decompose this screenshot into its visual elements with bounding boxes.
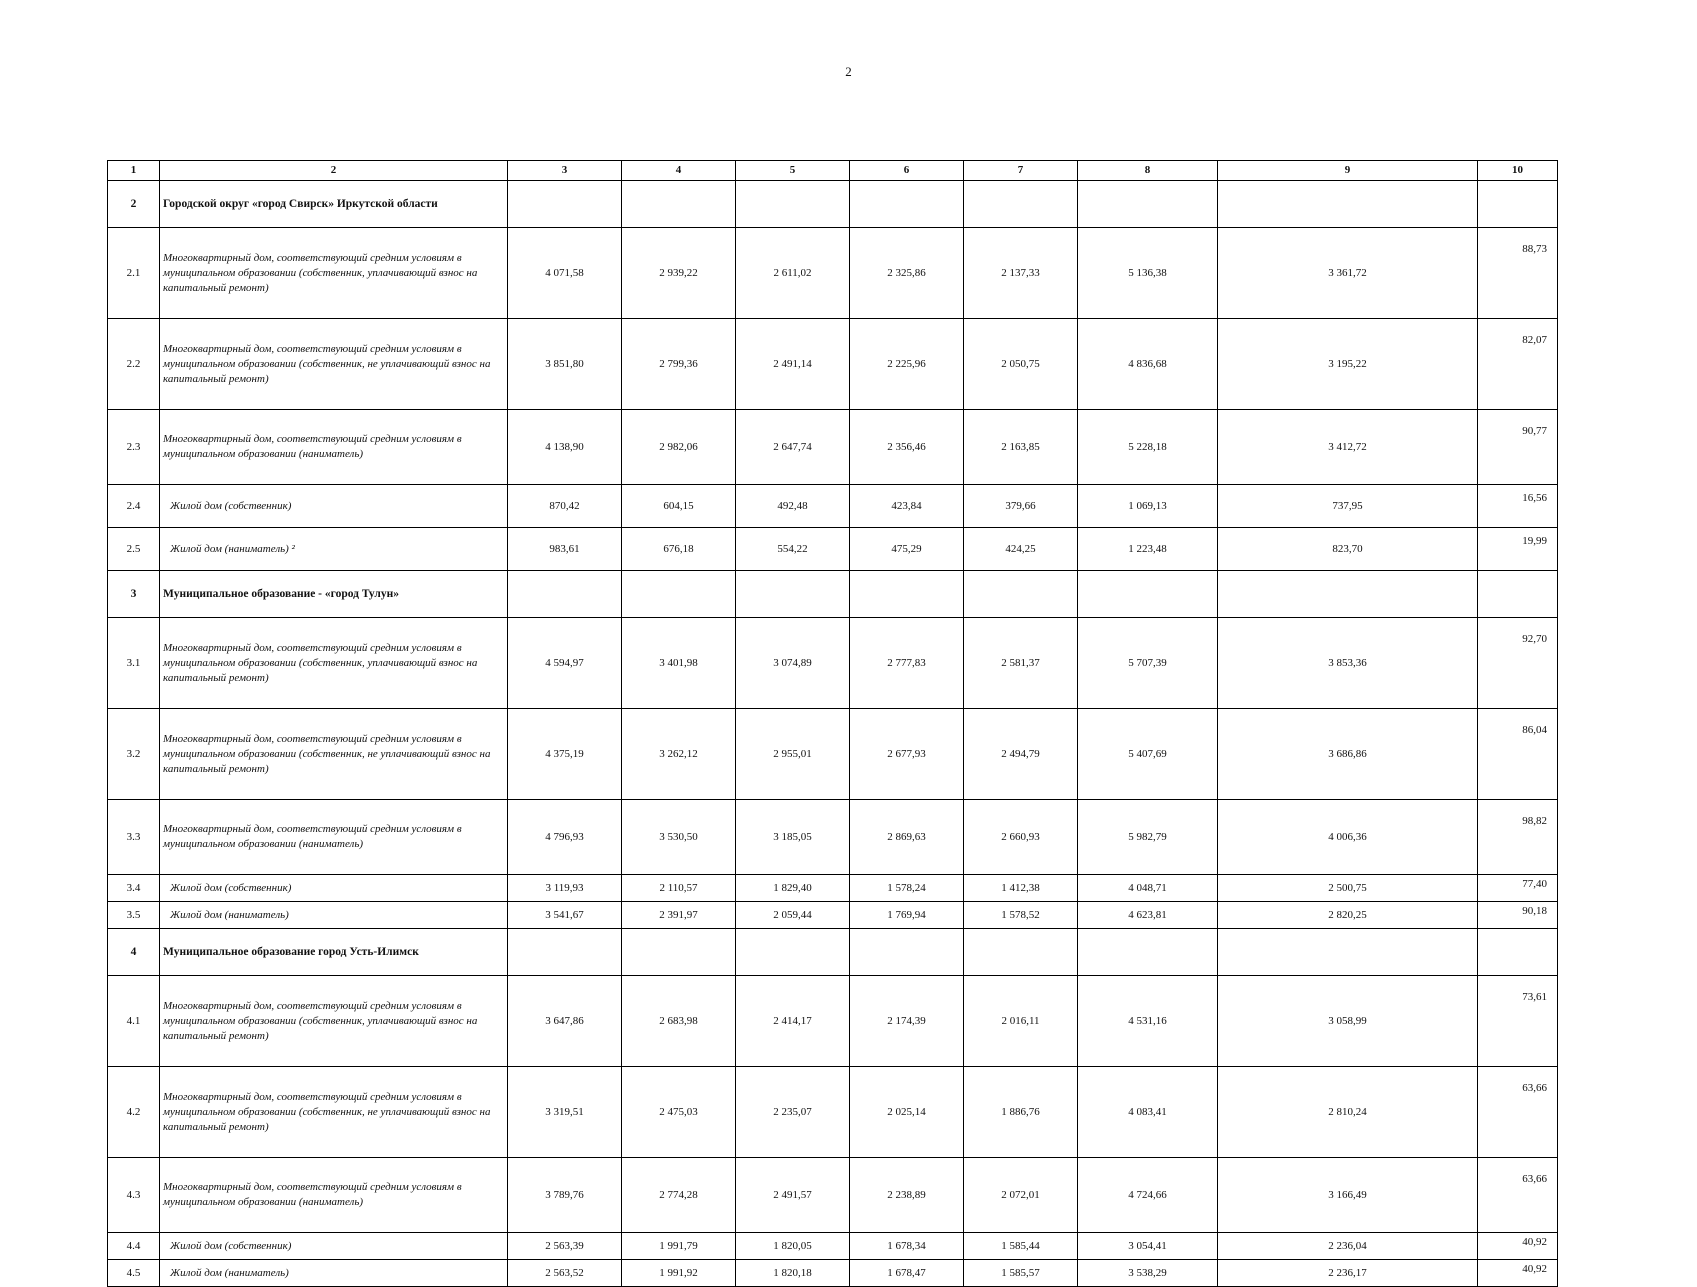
row-name: Многоквартирный дом, соответствующий средним условиям в муниципальном образовании (собственник, уплачивающий взнос на капитальный ремонт) [160, 618, 508, 709]
value-cell: 475,29 [850, 528, 964, 571]
value-cell: 424,25 [964, 528, 1078, 571]
value-cell: 2 236,04 [1218, 1233, 1478, 1260]
value-cell: 1 886,76 [964, 1067, 1078, 1158]
value-cell: 3 074,89 [736, 618, 850, 709]
value-cell: 5 407,69 [1078, 709, 1218, 800]
value-cell: 379,66 [964, 485, 1078, 528]
value-cell: 2 025,14 [850, 1067, 964, 1158]
empty-cell [964, 181, 1078, 228]
table-row [108, 902, 1558, 929]
value-cell: 4 375,19 [508, 709, 622, 800]
table-row [108, 410, 1558, 485]
row-name: Жилой дом (собственник) [160, 485, 508, 528]
value-cell: 2 660,93 [964, 800, 1078, 875]
row-id: 4.2 [108, 1067, 160, 1158]
value-cell: 1 829,40 [736, 875, 850, 902]
header-cell: 7 [964, 161, 1078, 181]
value-cell: 2 810,24 [1218, 1067, 1478, 1158]
table-row [108, 485, 1558, 528]
table-row [108, 1158, 1558, 1233]
value-cell: 4 623,81 [1078, 902, 1218, 929]
empty-cell [622, 929, 736, 976]
empty-cell [1078, 181, 1218, 228]
value-cell: 5 228,18 [1078, 410, 1218, 485]
table-row [108, 976, 1558, 1067]
value-cell: 4 531,16 [1078, 976, 1218, 1067]
value-cell: 3 119,93 [508, 875, 622, 902]
value-cell: 2 563,39 [508, 1233, 622, 1260]
row-name: Жилой дом (наниматель) [160, 902, 508, 929]
value-cell: 3 058,99 [1218, 976, 1478, 1067]
value-cell: 2 072,01 [964, 1158, 1078, 1233]
row-id: 3.4 [108, 875, 160, 902]
value-cell: 2 225,96 [850, 319, 964, 410]
table-row [108, 528, 1558, 571]
value-cell: 1 585,44 [964, 1233, 1078, 1260]
value-cell: 2 820,25 [1218, 902, 1478, 929]
value-cell: 63,66 [1478, 1067, 1558, 1158]
value-cell: 3 262,12 [622, 709, 736, 800]
value-cell: 1 991,92 [622, 1260, 736, 1287]
value-cell: 88,73 [1478, 228, 1558, 319]
section-title: Муниципальное образование - «город Тулун» [160, 571, 508, 618]
value-cell: 2 163,85 [964, 410, 1078, 485]
value-cell: 2 500,75 [1218, 875, 1478, 902]
value-cell: 2 939,22 [622, 228, 736, 319]
row-id: 3.2 [108, 709, 160, 800]
empty-cell [736, 571, 850, 618]
value-cell: 3 851,80 [508, 319, 622, 410]
row-name: Многоквартирный дом, соответствующий средним условиям в муниципальном образовании (собственник, уплачивающий взнос на капитальный ремонт) [160, 976, 508, 1067]
value-cell: 492,48 [736, 485, 850, 528]
empty-cell [1218, 929, 1478, 976]
empty-cell [736, 181, 850, 228]
empty-cell [850, 929, 964, 976]
header-cell: 3 [508, 161, 622, 181]
value-cell: 2 475,03 [622, 1067, 736, 1158]
value-cell: 2 683,98 [622, 976, 736, 1067]
page-number: 2 [845, 64, 852, 79]
value-cell: 77,40 [1478, 875, 1558, 902]
value-cell: 3 789,76 [508, 1158, 622, 1233]
value-cell: 73,61 [1478, 976, 1558, 1067]
row-id: 4.5 [108, 1260, 160, 1287]
header-row [108, 161, 1558, 181]
value-cell: 2 982,06 [622, 410, 736, 485]
empty-cell [964, 929, 1078, 976]
value-cell: 554,22 [736, 528, 850, 571]
value-cell: 2 647,74 [736, 410, 850, 485]
value-cell: 2 356,46 [850, 410, 964, 485]
value-cell: 4 796,93 [508, 800, 622, 875]
value-cell: 1 412,38 [964, 875, 1078, 902]
header-cell: 5 [736, 161, 850, 181]
value-cell: 3 185,05 [736, 800, 850, 875]
row-name: Жилой дом (наниматель) [160, 1260, 508, 1287]
header-cell: 6 [850, 161, 964, 181]
value-cell: 2 391,97 [622, 902, 736, 929]
value-cell: 90,18 [1478, 902, 1558, 929]
value-cell: 604,15 [622, 485, 736, 528]
row-name: Многоквартирный дом, соответствующий средним условиям в муниципальном образовании (собственник, не уплачивающий взнос на капитальный ремонт) [160, 1067, 508, 1158]
value-cell: 1 820,05 [736, 1233, 850, 1260]
row-id: 2.1 [108, 228, 160, 319]
row-name: Многоквартирный дом, соответствующий средним условиям в муниципальном образовании (наниматель) [160, 410, 508, 485]
value-cell: 1 991,79 [622, 1233, 736, 1260]
table-row [108, 800, 1558, 875]
empty-cell [850, 181, 964, 228]
header-cell: 4 [622, 161, 736, 181]
table-row [108, 709, 1558, 800]
value-cell: 2 137,33 [964, 228, 1078, 319]
value-cell: 3 647,86 [508, 976, 622, 1067]
section-index: 3 [108, 571, 160, 618]
row-id: 4.4 [108, 1233, 160, 1260]
value-cell: 2 869,63 [850, 800, 964, 875]
value-cell: 3 361,72 [1218, 228, 1478, 319]
header-cell: 8 [1078, 161, 1218, 181]
table-row [108, 228, 1558, 319]
tariff-table [107, 160, 1558, 1287]
value-cell: 82,07 [1478, 319, 1558, 410]
empty-cell [1078, 571, 1218, 618]
value-cell: 4 006,36 [1218, 800, 1478, 875]
section-row [108, 181, 1558, 228]
value-cell: 2 799,36 [622, 319, 736, 410]
value-cell: 4 048,71 [1078, 875, 1218, 902]
section-title: Муниципальное образование город Усть-Илимск [160, 929, 508, 976]
value-cell: 4 724,66 [1078, 1158, 1218, 1233]
row-name: Многоквартирный дом, соответствующий средним условиям в муниципальном образовании (собственник, уплачивающий взнос на капитальный ремонт) [160, 228, 508, 319]
value-cell: 2 494,79 [964, 709, 1078, 800]
value-cell: 86,04 [1478, 709, 1558, 800]
header-cell: 9 [1218, 161, 1478, 181]
value-cell: 90,77 [1478, 410, 1558, 485]
value-cell: 1 678,47 [850, 1260, 964, 1287]
table-row [108, 875, 1558, 902]
empty-cell [1218, 571, 1478, 618]
section-index: 4 [108, 929, 160, 976]
value-cell: 98,82 [1478, 800, 1558, 875]
value-cell: 2 581,37 [964, 618, 1078, 709]
value-cell: 3 319,51 [508, 1067, 622, 1158]
empty-cell [622, 181, 736, 228]
value-cell: 92,70 [1478, 618, 1558, 709]
table-row [108, 618, 1558, 709]
value-cell: 870,42 [508, 485, 622, 528]
header-cell: 10 [1478, 161, 1558, 181]
value-cell: 2 611,02 [736, 228, 850, 319]
value-cell: 2 235,07 [736, 1067, 850, 1158]
row-name: Жилой дом (собственник) [160, 875, 508, 902]
row-id: 4.1 [108, 976, 160, 1067]
row-id: 2.3 [108, 410, 160, 485]
value-cell: 3 541,67 [508, 902, 622, 929]
row-id: 4.3 [108, 1158, 160, 1233]
table-row [108, 319, 1558, 410]
value-cell: 4 594,97 [508, 618, 622, 709]
value-cell: 823,70 [1218, 528, 1478, 571]
value-cell: 4 071,58 [508, 228, 622, 319]
value-cell: 1 069,13 [1078, 485, 1218, 528]
row-id: 3.3 [108, 800, 160, 875]
value-cell: 2 016,11 [964, 976, 1078, 1067]
empty-cell [1478, 929, 1558, 976]
row-name: Многоквартирный дом, соответствующий средним условиям в муниципальном образовании (наниматель) [160, 1158, 508, 1233]
value-cell: 3 054,41 [1078, 1233, 1218, 1260]
value-cell: 2 955,01 [736, 709, 850, 800]
table-row [108, 1260, 1558, 1287]
value-cell: 5 136,38 [1078, 228, 1218, 319]
row-id: 2.2 [108, 319, 160, 410]
table-body [108, 161, 1558, 1287]
value-cell: 4 138,90 [508, 410, 622, 485]
value-cell: 2 238,89 [850, 1158, 964, 1233]
value-cell: 1 585,57 [964, 1260, 1078, 1287]
value-cell: 4 836,68 [1078, 319, 1218, 410]
row-name: Многоквартирный дом, соответствующий средним условиям в муниципальном образовании (собственник, не уплачивающий взнос на капитальный ремонт) [160, 319, 508, 410]
value-cell: 19,99 [1478, 528, 1558, 571]
value-cell: 40,92 [1478, 1233, 1558, 1260]
value-cell: 5 707,39 [1078, 618, 1218, 709]
value-cell: 2 491,14 [736, 319, 850, 410]
value-cell: 3 853,36 [1218, 618, 1478, 709]
value-cell: 2 563,52 [508, 1260, 622, 1287]
section-index: 2 [108, 181, 160, 228]
empty-cell [1218, 181, 1478, 228]
empty-cell [850, 571, 964, 618]
value-cell: 2 777,83 [850, 618, 964, 709]
value-cell: 2 414,17 [736, 976, 850, 1067]
empty-cell [508, 181, 622, 228]
section-row [108, 571, 1558, 618]
value-cell: 423,84 [850, 485, 964, 528]
section-title: Городской округ «город Свирск» Иркутской области [160, 181, 508, 228]
value-cell: 2 677,93 [850, 709, 964, 800]
row-id: 3.1 [108, 618, 160, 709]
row-name: Многоквартирный дом, соответствующий средним условиям в муниципальном образовании (собственник, не уплачивающий взнос на капитальный ремонт) [160, 709, 508, 800]
value-cell: 1 820,18 [736, 1260, 850, 1287]
value-cell: 1 223,48 [1078, 528, 1218, 571]
value-cell: 4 083,41 [1078, 1067, 1218, 1158]
empty-cell [508, 571, 622, 618]
value-cell: 3 686,86 [1218, 709, 1478, 800]
row-name: Многоквартирный дом, соответствующий средним условиям в муниципальном образовании (наниматель) [160, 800, 508, 875]
row-name: Жилой дом (собственник) [160, 1233, 508, 1260]
value-cell: 737,95 [1218, 485, 1478, 528]
empty-cell [1478, 181, 1558, 228]
value-cell: 676,18 [622, 528, 736, 571]
value-cell: 2 174,39 [850, 976, 964, 1067]
table-row [108, 1067, 1558, 1158]
row-id: 2.4 [108, 485, 160, 528]
row-id: 3.5 [108, 902, 160, 929]
value-cell: 2 491,57 [736, 1158, 850, 1233]
value-cell: 2 236,17 [1218, 1260, 1478, 1287]
value-cell: 2 325,86 [850, 228, 964, 319]
header-cell: 2 [160, 161, 508, 181]
empty-cell [964, 571, 1078, 618]
value-cell: 16,56 [1478, 485, 1558, 528]
value-cell: 3 195,22 [1218, 319, 1478, 410]
header-cell: 1 [108, 161, 160, 181]
empty-cell [1478, 571, 1558, 618]
value-cell: 1 678,34 [850, 1233, 964, 1260]
value-cell: 3 530,50 [622, 800, 736, 875]
value-cell: 63,66 [1478, 1158, 1558, 1233]
value-cell: 2 059,44 [736, 902, 850, 929]
value-cell: 3 401,98 [622, 618, 736, 709]
value-cell: 2 774,28 [622, 1158, 736, 1233]
value-cell: 5 982,79 [1078, 800, 1218, 875]
value-cell: 2 110,57 [622, 875, 736, 902]
empty-cell [736, 929, 850, 976]
value-cell: 1 578,52 [964, 902, 1078, 929]
empty-cell [508, 929, 622, 976]
section-row [108, 929, 1558, 976]
value-cell: 2 050,75 [964, 319, 1078, 410]
row-id: 2.5 [108, 528, 160, 571]
value-cell: 40,92 [1478, 1260, 1558, 1287]
empty-cell [622, 571, 736, 618]
table-row [108, 1233, 1558, 1260]
value-cell: 3 538,29 [1078, 1260, 1218, 1287]
value-cell: 3 412,72 [1218, 410, 1478, 485]
value-cell: 1 769,94 [850, 902, 964, 929]
value-cell: 3 166,49 [1218, 1158, 1478, 1233]
row-name: Жилой дом (наниматель) ² [160, 528, 508, 571]
value-cell: 1 578,24 [850, 875, 964, 902]
value-cell: 983,61 [508, 528, 622, 571]
empty-cell [1078, 929, 1218, 976]
